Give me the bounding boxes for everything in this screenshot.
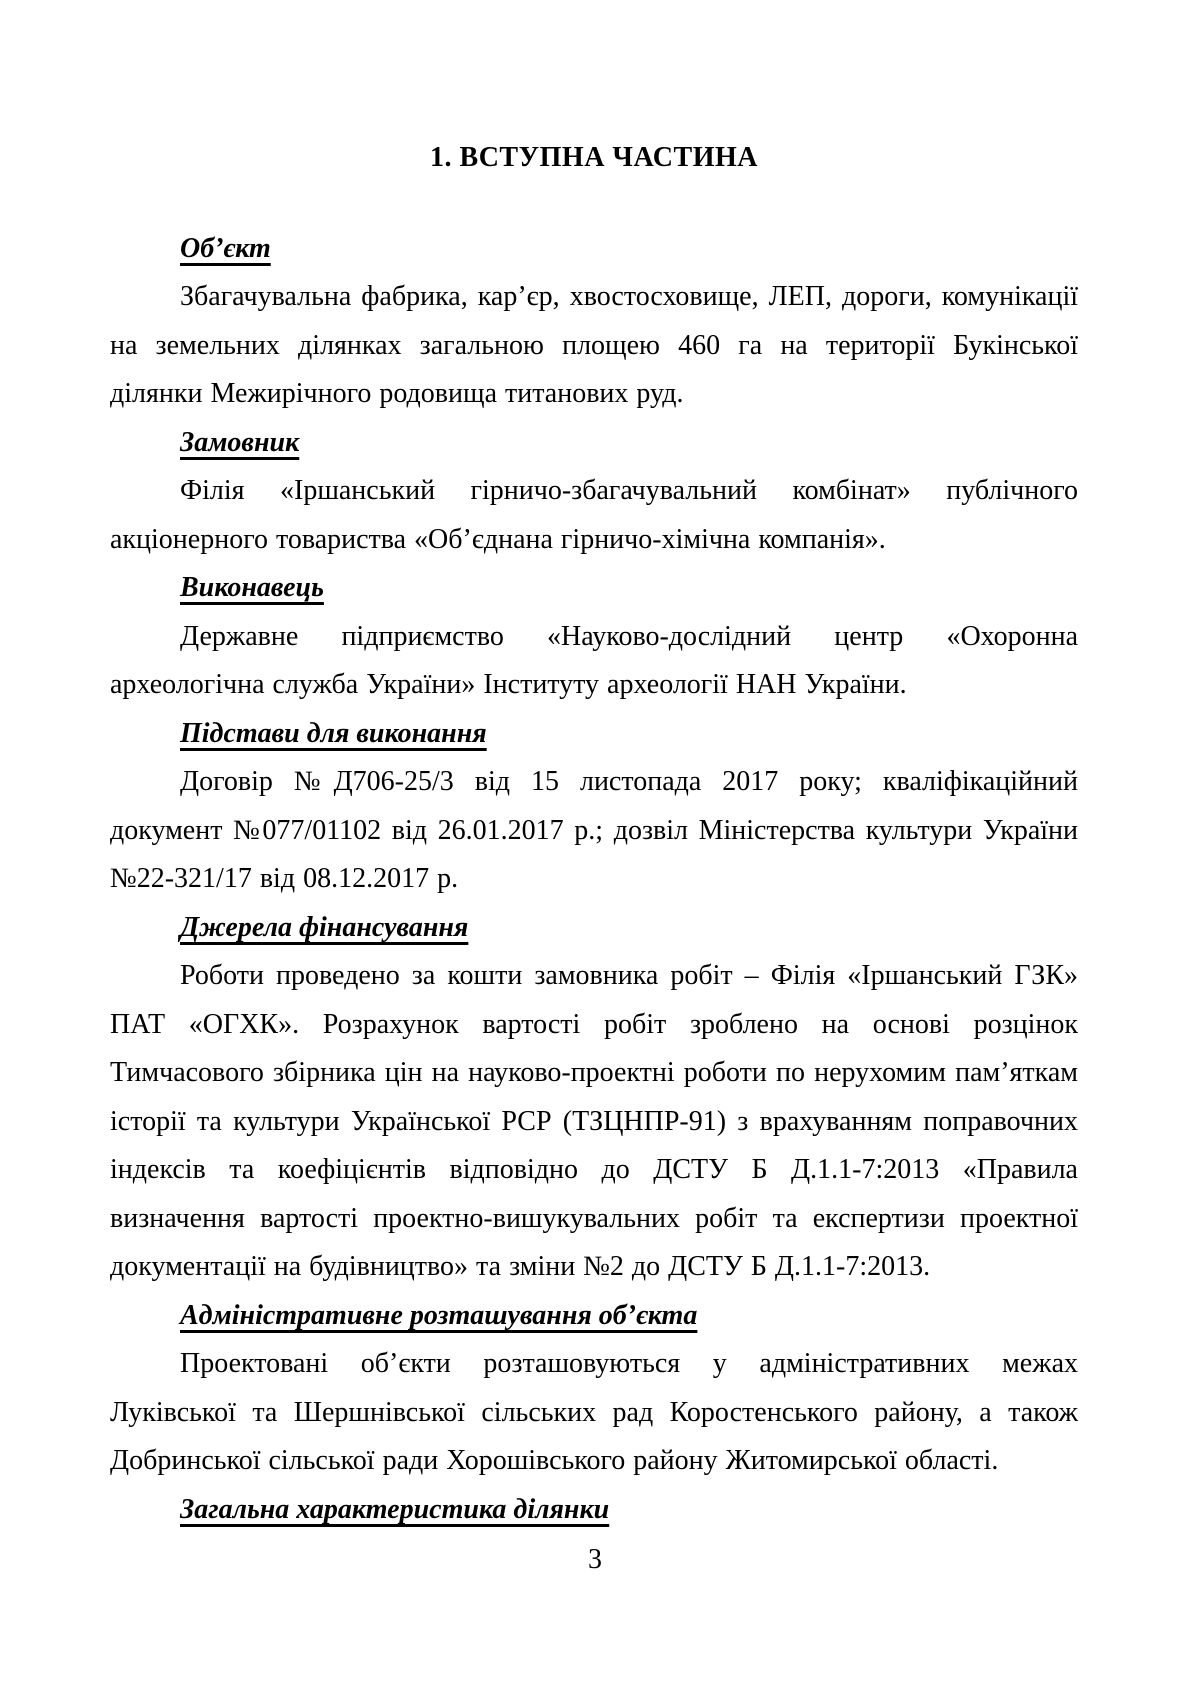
section-paragraph: Проектовані об’єкти розташовуються у адміністративних межах Луківської та Шершнівської сільських рад Коростенського району, а також Добринської сільської ради Хорошівського району Житомирської області. (110, 1348, 1078, 1476)
document-section (110, 564, 1078, 710)
document-sections (110, 225, 1078, 1535)
section-heading: Виконавець (180, 572, 324, 603)
section-heading: Загальна характеристика ділянки (180, 1493, 610, 1525)
document-section (110, 904, 1078, 1292)
document-section (110, 419, 1078, 565)
section-paragraph: Збагачувальна фабрика, кар’єр, хвостосховище, ЛЕП, дороги, комунікації на земельних ділянках загальною площею 460 га на території Букінської ділянки Межирічного родовища титанових руд. (110, 281, 1078, 409)
section-paragraph: Філія «Іршанський гірничо-збагачувальний комбінат» публічного акціонерного товариства «Об’єднана гірничо-хімічна компанія». (110, 475, 1078, 555)
section-heading: Замовник (180, 426, 300, 458)
section-paragraph: Договір №Д706-25/3 від 15 листопада 2017 року; кваліфікаційний документ №077/01102 від 26.01.2017 р.; дозвіл Міністерства культури України №22-321/17 від 08.12.2017 р. (110, 766, 1078, 894)
section-paragraph: Роботи проведено за кошти замовника робіт – Філія «Іршанський ГЗК» ПАТ «ОГХК». Розрахунок вартості робіт зроблено на основі розцінок Тимчасового збірника цін на науково-проектні роботи по нерухомим пам’яткам історії та культури Української РСР (ТЗЦНПР-91) з врахуванням поправочних індексів та коефіцієнтів відповідно до ДСТУ Б Д.1.1-7:2013 «Правила визначення вартості проектно-вишукувальних робіт та експертизи проектної документації на будівництво» та зміни №2 до ДСТУ Б Д.1.1-7:2013. (110, 960, 1078, 1282)
section-heading: Джерела фінансування (180, 911, 469, 943)
section-heading: Об’єкт (180, 232, 271, 264)
document-section (110, 1292, 1078, 1486)
section-paragraph: Державне підприємство «Науково-дослідний центр «Охоронна археологічна служба України» Інституту археології НАН України. (110, 620, 1078, 700)
section-heading: Адміністративне розташування об’єкта (180, 1299, 698, 1331)
page-title: 1. ВСТУПНА ЧАСТИНА (430, 142, 758, 173)
page-number: 3 (588, 1544, 602, 1575)
document-section (110, 1486, 1078, 1535)
section-heading: Підстави для виконання (180, 717, 487, 749)
document-section (110, 710, 1078, 904)
document-section (110, 225, 1078, 419)
